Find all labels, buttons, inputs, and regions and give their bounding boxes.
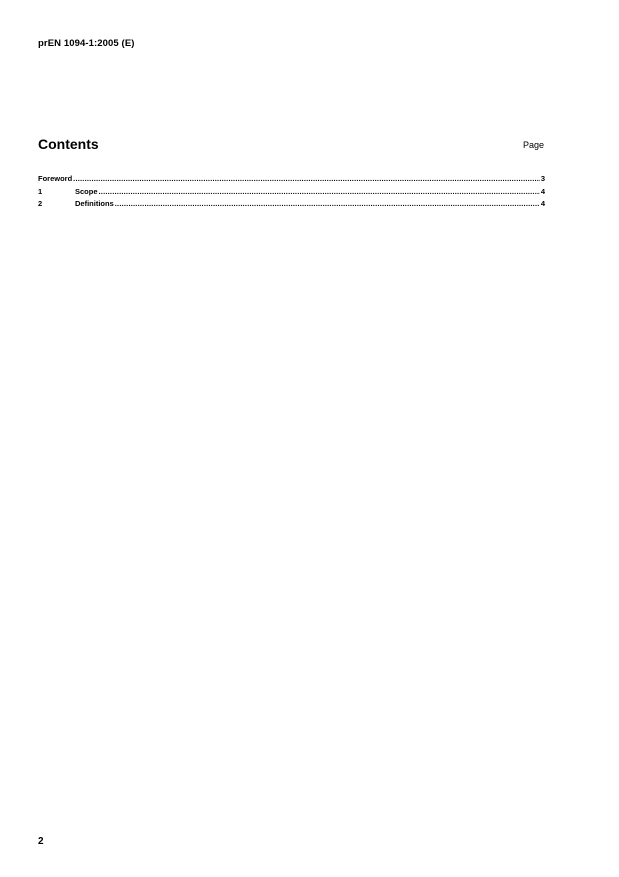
toc-entry-number: 1 (38, 186, 43, 196)
toc-entry-page: 4 (540, 199, 545, 208)
toc-leader-dots (99, 186, 540, 199)
page-column-label: Page (522, 140, 544, 150)
toc-entry-title: Foreword (38, 174, 73, 183)
toc-entry-title: Scope (75, 186, 98, 196)
contents-heading: Contents (38, 136, 99, 152)
toc-leader-dots (115, 198, 540, 211)
toc-entry-foreword[interactable] (38, 173, 545, 186)
toc-entry-number: 2 (38, 199, 43, 208)
toc-entry-scope[interactable] (38, 186, 545, 199)
document-id-header: prEN 1094-1:2005 (E) (38, 38, 135, 49)
toc-entry-page: 4 (540, 186, 545, 196)
toc-entry-definitions[interactable] (38, 198, 545, 211)
page-number: 2 (38, 836, 44, 847)
toc-leader-dots (73, 173, 540, 186)
toc-entry-page: 3 (540, 174, 545, 183)
toc-entry-title: Definitions (75, 199, 114, 208)
table-of-contents (38, 173, 545, 211)
